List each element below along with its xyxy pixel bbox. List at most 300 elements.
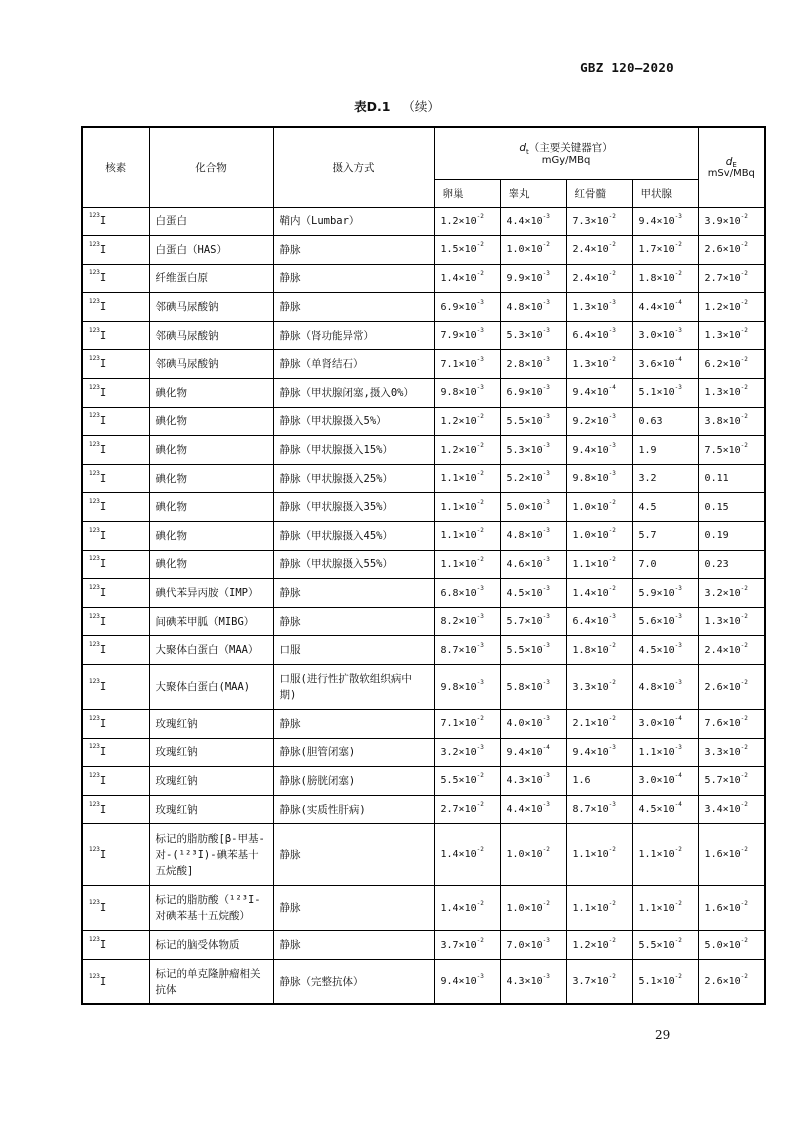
dose-mantissa: 5.2×10 [506,473,543,485]
effective-dose-cell [698,464,765,493]
nuclide-cell [82,959,149,1004]
dose-mantissa: 4.4×10 [638,301,675,313]
header-intake: 摄入方式 [273,127,434,207]
dose-mantissa: 1.7×10 [638,244,675,256]
dose-mantissa: 6.8×10 [440,587,477,599]
dose-exponent: -3 [542,298,550,306]
table-row [82,738,765,767]
dose-mantissa: 1.1×10 [572,902,609,914]
intake-cell: 静脉 [273,293,434,322]
effective-dose-cell [698,665,765,710]
nuclide-cell [82,636,149,665]
dose-mantissa: 2.7×10 [440,804,477,816]
organ-dose-cell [434,350,500,379]
organ-dose-cell [566,665,632,710]
dose-mantissa: 4.0×10 [506,718,543,730]
element-symbol: I [99,243,107,256]
organ-dose-cell [566,436,632,465]
table-row [82,436,765,465]
organ-dose-cell [566,579,632,608]
intake-cell: 静脉 [273,579,434,608]
compound-cell: 邻碘马尿酸钠 [149,321,273,350]
element-symbol: I [99,501,107,514]
dose-exponent: -2 [476,498,484,506]
dose-exponent: -3 [476,678,484,686]
dose-mantissa: 5.0×10 [506,501,543,513]
element-symbol: I [99,301,107,314]
element-symbol: I [99,803,107,816]
intake-cell: 静脉（甲状腺摄入35%） [273,493,434,522]
dose-exponent: -3 [476,641,484,649]
dose-mantissa: 2.7×10 [704,272,741,284]
dose-mantissa: 9.8×10 [572,473,609,485]
organ-dose-cell [434,636,500,665]
organ-dose-cell [434,795,500,824]
dose-mantissa: 3.2 [638,473,657,485]
dose-mantissa: 3.7×10 [440,939,477,951]
organ-dose-cell [566,550,632,579]
element-symbol: I [99,215,107,228]
compound-cell: 玫瑰红钠 [149,795,273,824]
mass-number: 123 [89,678,100,685]
organ-dose-cell [500,550,566,579]
dose-mantissa: 1.0×10 [506,244,543,256]
element-symbol: I [99,529,107,542]
intake-cell: 静脉 [273,710,434,739]
dose-mantissa: 5.9×10 [638,587,675,599]
dose-mantissa: 1.1×10 [572,558,609,570]
organ-dose-cell [500,350,566,379]
organ-dose-cell [566,636,632,665]
table-row [82,264,765,293]
dose-mantissa: 3.3×10 [704,746,741,758]
dose-mantissa: 4.6×10 [506,558,543,570]
dose-mantissa: 3.0×10 [638,775,675,787]
organ-dose-cell [500,407,566,436]
nuclide-cell [82,665,149,710]
dose-exponent: -2 [476,527,484,535]
header-organ: 卵巢 [434,179,500,207]
element-symbol: I [99,848,107,861]
table-row [82,959,765,1004]
dose-mantissa: 1.3×10 [572,358,609,370]
nuclide-cell [82,493,149,522]
dose-mantissa: 4.8×10 [638,681,675,693]
dose-exponent: -3 [542,412,550,420]
mass-number: 123 [89,326,100,334]
effective-dose-cell [698,767,765,796]
table-row [82,464,765,493]
header-effective-dose [698,127,765,207]
dose-exponent: -3 [608,441,616,449]
dose-exponent: -3 [542,384,550,392]
nuclide-cell [82,464,149,493]
compound-cell: 玫瑰红钠 [149,710,273,739]
dose-mantissa: 5.8×10 [506,681,543,693]
organ-dose-cell [500,824,566,886]
organ-dose-cell [632,522,698,551]
dose-exponent: -2 [542,846,550,854]
element-symbol: I [99,902,107,915]
dose-mantissa: 1.8×10 [572,644,609,656]
compound-cell: 间碘苯甲胍（MIBG） [149,607,273,636]
dose-exponent: -3 [476,298,484,306]
dose-mantissa: 3.0×10 [638,718,675,730]
dose-mantissa: 0.19 [704,530,729,542]
dose-exponent: -2 [740,641,748,649]
organ-dose-cell [566,710,632,739]
dose-exponent: -2 [740,613,748,621]
dose-exponent: -2 [740,327,748,335]
organ-dose-cell [632,379,698,408]
dose-exponent: -3 [542,470,550,478]
organ-dose-cell [434,738,500,767]
nuclide-cell [82,436,149,465]
organ-dose-cell [632,236,698,265]
intake-cell: 静脉（完整抗体） [273,959,434,1004]
dose-mantissa: 5.3×10 [506,444,543,456]
dose-mantissa: 9.9×10 [506,272,543,284]
compound-cell: 邻碘马尿酸钠 [149,293,273,322]
dose-mantissa: 1.4×10 [572,587,609,599]
dose-exponent: -3 [608,743,616,751]
dose-mantissa: 1.0×10 [506,849,543,861]
dose-mantissa: 3.6×10 [638,358,675,370]
dose-mantissa: 9.4×10 [440,976,477,988]
intake-cell: 静脉 [273,824,434,886]
compound-cell: 碘代苯异丙胺（IMP） [149,579,273,608]
organ-dose-cell [500,636,566,665]
dose-exponent: -2 [608,269,616,277]
dose-exponent: -3 [476,973,484,981]
eff-dose-unit: mSv/MBq [707,167,755,179]
organ-dose-cell [566,886,632,931]
dose-exponent: -2 [608,527,616,535]
compound-cell: 大聚体白蛋白(MAA) [149,665,273,710]
table-row [82,407,765,436]
element-symbol: I [99,444,107,457]
nuclide-cell [82,738,149,767]
organ-dose-cell [500,738,566,767]
organ-dose-cell [500,264,566,293]
dose-exponent: -2 [740,743,748,751]
element-symbol: I [99,975,107,988]
mass-number: 123 [89,845,100,853]
mass-number: 123 [89,269,100,277]
organ-dose-cell [500,522,566,551]
effective-dose-cell [698,886,765,931]
dose-exponent: -3 [674,641,682,649]
table-title: 表D.1 [354,99,391,114]
organ-dose-cell [566,607,632,636]
table-row [82,579,765,608]
dose-exponent: -2 [740,212,748,220]
dose-mantissa: 1.1×10 [638,849,675,861]
element-symbol: I [99,587,107,600]
dose-exponent: -3 [542,327,550,335]
dose-exponent: -3 [674,327,682,335]
dose-exponent: -2 [674,241,682,249]
intake-cell: 静脉(膀胱闭塞) [273,767,434,796]
dose-exponent: -2 [674,899,682,907]
compound-cell: 标记的单克隆肿瘤相关抗体 [149,959,273,1004]
dose-exponent: -2 [476,555,484,563]
organ-dose-cell [434,493,500,522]
dose-exponent: -3 [674,743,682,751]
organ-dose-cell [632,824,698,886]
dose-exponent: -3 [608,801,616,809]
intake-cell: 静脉（甲状腺摄入45%） [273,522,434,551]
dose-mantissa: 3.8×10 [704,415,741,427]
dose-exponent: -2 [608,355,616,363]
mass-number: 123 [89,714,100,722]
dose-exponent: -2 [740,899,748,907]
mass-number: 123 [89,771,100,779]
organ-dose-cell [500,464,566,493]
nuclide-cell [82,931,149,960]
organ-dose-cell [500,795,566,824]
dose-mantissa: 1.1×10 [440,501,477,513]
effective-dose-cell [698,550,765,579]
mass-number: 123 [89,800,100,808]
dose-mantissa: 3.2×10 [704,587,741,599]
organ-dose-cell [500,886,566,931]
dose-exponent: -4 [674,801,682,809]
element-symbol: I [99,644,107,657]
dose-mantissa: 4.8×10 [506,530,543,542]
organ-dose-cell [434,824,500,886]
intake-cell: 静脉（甲状腺摄入25%） [273,464,434,493]
organ-dose-cell [632,767,698,796]
compound-cell: 白蛋白 [149,207,273,236]
page-number: 29 [655,1028,671,1042]
organ-dose-cell [566,738,632,767]
dose-exponent: -3 [674,212,682,220]
organ-dose-cell [566,959,632,1004]
intake-cell: 口服(进行性扩散软组织病中期) [273,665,434,710]
dose-mantissa: 4.3×10 [506,976,543,988]
dose-exponent: -2 [476,846,484,854]
intake-cell: 静脉（甲状腺闭塞,摄入0%） [273,379,434,408]
effective-dose-cell [698,207,765,236]
dose-mantissa: 3.0×10 [638,330,675,342]
dose-exponent: -2 [608,899,616,907]
dose-mantissa: 5.1×10 [638,976,675,988]
table-row [82,522,765,551]
header-organ: 红骨髓 [566,179,632,207]
mass-number: 123 [89,936,100,944]
organ-dose-cell [434,550,500,579]
dose-mantissa: 3.3×10 [572,681,609,693]
dose-exponent: -2 [740,772,748,780]
eff-dose-symbol: d [725,155,733,168]
dose-mantissa: 9.2×10 [572,415,609,427]
organ-dose-cell [632,959,698,1004]
dose-exponent: -3 [608,298,616,306]
compound-cell: 碘化物 [149,407,273,436]
dose-exponent: -2 [476,441,484,449]
header-organ: 睾丸 [500,179,566,207]
dose-exponent: -3 [542,527,550,535]
organ-dose-cell [500,767,566,796]
dose-mantissa: 7.0 [638,558,657,570]
element-symbol: I [99,386,107,399]
dose-mantissa: 1.4×10 [440,902,477,914]
dose-mantissa: 5.5×10 [638,939,675,951]
dose-exponent: -2 [740,384,748,392]
nuclide-cell [82,236,149,265]
dose-mantissa: 9.4×10 [638,215,675,227]
table-caption [0,97,794,115]
effective-dose-cell [698,264,765,293]
organ-dose-cell [632,436,698,465]
mass-number: 123 [89,355,100,363]
dose-mantissa: 5.1×10 [638,387,675,399]
organ-dose-cell [500,436,566,465]
dose-mantissa: 9.4×10 [506,746,543,758]
dose-exponent: -2 [740,441,748,449]
dose-exponent: -3 [542,641,550,649]
organ-dose-cell [632,350,698,379]
organ-dose-cell [632,264,698,293]
dose-mantissa: 1.2×10 [704,301,741,313]
compound-cell: 碘化物 [149,493,273,522]
organ-dose-unit: mGy/MBq [541,155,591,167]
dose-exponent: -3 [542,801,550,809]
dose-mantissa: 3.9×10 [704,215,741,227]
dose-exponent: -3 [542,441,550,449]
organ-dose-cell [566,379,632,408]
dose-mantissa: 5.6×10 [638,616,675,628]
dose-exponent: -2 [608,555,616,563]
dose-mantissa: 0.15 [704,501,729,513]
compound-cell: 玫瑰红钠 [149,767,273,796]
dose-mantissa: 4.5×10 [638,644,675,656]
table-row [82,607,765,636]
mass-number: 123 [89,612,100,620]
table-row [82,795,765,824]
intake-cell: 静脉（甲状腺摄入55%） [273,550,434,579]
organ-dose-cell [434,379,500,408]
organ-dose-cell [566,350,632,379]
organ-dose-cell [632,636,698,665]
dose-exponent: -3 [476,613,484,621]
dose-mantissa: 1.4×10 [440,849,477,861]
table-row [82,550,765,579]
dose-exponent: -2 [608,936,616,944]
organ-dose-cell [434,522,500,551]
dose-exponent: -2 [740,678,748,686]
header-organ: 甲状腺 [632,179,698,207]
nuclide-cell [82,824,149,886]
element-symbol: I [99,774,107,787]
intake-cell: 鞘内（Lumbar） [273,207,434,236]
dose-mantissa: 6.2×10 [704,358,741,370]
dose-exponent: -3 [476,355,484,363]
organ-dose-cell [434,293,500,322]
dose-exponent: -2 [740,846,748,854]
mass-number: 123 [89,212,100,220]
dose-mantissa: 2.4×10 [572,272,609,284]
effective-dose-cell [698,824,765,886]
effective-dose-cell [698,636,765,665]
dose-exponent: -3 [608,412,616,420]
dose-mantissa: 1.2×10 [572,939,609,951]
nuclide-cell [82,607,149,636]
element-symbol: I [99,329,107,342]
dose-mantissa: 1.5×10 [440,244,477,256]
dose-mantissa: 8.7×10 [572,804,609,816]
organ-dose-cell [434,959,500,1004]
dose-exponent: -2 [608,678,616,686]
dose-mantissa: 5.7×10 [506,616,543,628]
dose-mantissa: 9.4×10 [572,444,609,456]
dose-exponent: -2 [674,936,682,944]
mass-number: 123 [89,555,100,563]
header-nuclide: 核素 [82,127,149,207]
organ-dose-cell [566,767,632,796]
organ-dose-cell [566,824,632,886]
dose-exponent: -4 [674,298,682,306]
mass-number: 123 [89,469,100,477]
intake-cell: 口服 [273,636,434,665]
table-row [82,493,765,522]
table-row [82,931,765,960]
dose-mantissa: 1.3×10 [572,301,609,313]
organ-dose-cell [500,959,566,1004]
organ-dose-cell [632,795,698,824]
table-row [82,824,765,886]
dose-mantissa: 1.1×10 [638,746,675,758]
effective-dose-cell [698,293,765,322]
intake-cell: 静脉（单肾结石） [273,350,434,379]
dose-mantissa: 4.5×10 [506,587,543,599]
dose-mantissa: 1.0×10 [572,530,609,542]
dose-exponent: -3 [674,584,682,592]
standard-code: GBZ 120—2020 [580,60,674,75]
organ-dose-cell [566,407,632,436]
dose-exponent: -2 [740,355,748,363]
dose-mantissa: 5.0×10 [704,939,741,951]
dose-mantissa: 2.6×10 [704,976,741,988]
element-symbol: I [99,717,107,730]
compound-cell: 标记的脂肪酸[β-甲基-对-(¹²³I)-碘苯基十五烷酸] [149,824,273,886]
dose-exponent: -2 [740,241,748,249]
dose-mantissa: 2.6×10 [704,244,741,256]
effective-dose-cell [698,607,765,636]
dose-mantissa: 9.8×10 [440,387,477,399]
nuclide-cell [82,350,149,379]
dose-mantissa: 1.2×10 [440,415,477,427]
nuclide-cell [82,264,149,293]
dose-exponent: -2 [476,899,484,907]
organ-dose-cell [434,264,500,293]
intake-cell: 静脉 [273,607,434,636]
table-row [82,293,765,322]
dose-mantissa: 1.6×10 [704,902,741,914]
dose-exponent: -2 [476,801,484,809]
dose-mantissa: 4.5×10 [638,804,675,816]
nuclide-cell [82,407,149,436]
dose-exponent: -2 [740,269,748,277]
mass-number: 123 [89,743,100,751]
dose-mantissa: 6.4×10 [572,330,609,342]
effective-dose-cell [698,350,765,379]
mass-number: 123 [89,298,100,306]
organ-dose-cell [632,665,698,710]
dose-mantissa: 4.5 [638,501,657,513]
mass-number: 123 [89,972,100,980]
